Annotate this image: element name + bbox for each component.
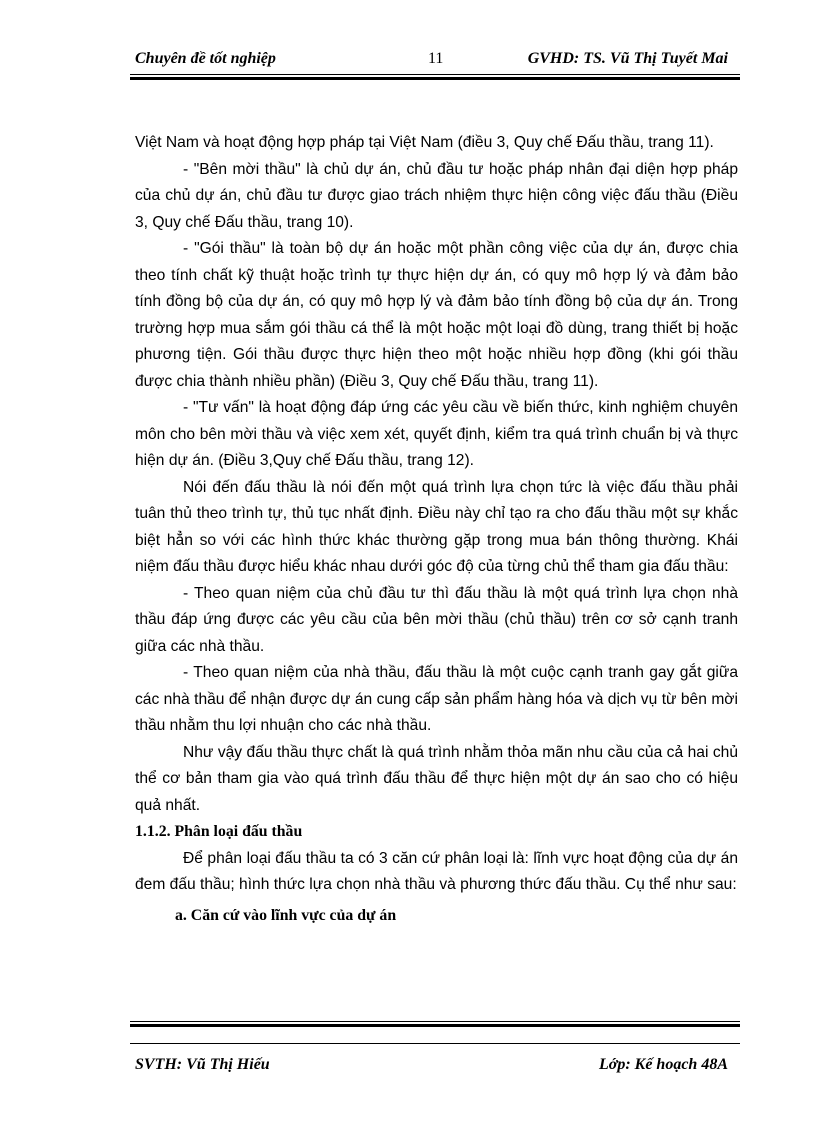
subsection-heading: a. Căn cứ vào lĩnh vực của dự án	[175, 906, 397, 924]
body-paragraph: Việt Nam và hoạt động hợp pháp tại Việt Nam (điều 3, Quy chế Đấu thầu, trang 11).	[135, 134, 714, 151]
footer-divider	[130, 1021, 740, 1027]
header-divider	[130, 74, 740, 80]
body-paragraph: Nói đến đấu thầu là nói đến một quá trình lựa chọn tức là việc đấu thầu phải tuân thủ theo trình tự, thủ tục nhất định. Điều này chỉ tạo ra cho đấu thầu một sự khắc biệt hẳn so với các hình thức khác thường gặp trong mua bán thông thường. Khái niệm đấu thầu được hiểu khác nhau dưới góc độ của từng chủ thể tham gia đấu thầu:	[135, 478, 738, 575]
section-heading: 1.1.2. Phân loại đấu thầu	[135, 823, 303, 840]
page-header	[135, 44, 728, 74]
body-paragraph: - "Gói thầu" là toàn bộ dự án hoặc một phần công việc của dự án, được chia theo tính chất kỹ thuật hoặc trình tự thực hiện dự án, có quy mô hợp lý và đảm bảo tính đồng bộ của dự án, có quy mô hợp lý và đảm bảo tính đồng bộ của dự án. Trong trường hợp mua sắm gói thầu cá thể là một hoặc một loại đồ dùng, trang thiết bị hoặc phương tiện. Gói thầu được thực hiện theo một hoặc nhiều hợp đồng (khi gói thầu được chia thành nhiều phần) (Điều 3, Quy chế Đấu thầu, trang 11).	[135, 240, 738, 390]
body-paragraph: Như vậy đấu thầu thực chất là quá trình nhằm thỏa mãn nhu cầu của cả hai chủ thể cơ bản tham gia vào quá trình đấu thầu để thực hiện một dự án sao cho có hiệu quả nhất.	[135, 743, 738, 814]
header-page-number: 11	[428, 50, 444, 67]
header-supervisor: GVHD: TS. Vũ Thị Tuyết Mai	[527, 50, 728, 67]
footer-student: SVTH: Vũ Thị Hiếu	[135, 1056, 270, 1073]
footer-divider-thin	[130, 1043, 740, 1044]
body-paragraph: - Theo quan niệm của nhà thầu, đấu thầu là một cuộc cạnh tranh gay gắt giữa các nhà thầu để nhận được dự án cung cấp sản phẩm hàng hóa và dịch vụ từ bên mời thầu nhằm thu lợi nhuận cho các nhà thầu.	[135, 664, 738, 734]
body-paragraph: - "Tư vấn" là hoạt động đáp ứng các yêu cầu về biến thức, kinh nghiệm chuyên môn cho bên mời thầu và việc xem xét, quyết định, kiểm tra quá trình chuẩn bị và thực hiện dự án. (Điều 3,Quy chế Đấu thầu, trang 12).	[135, 399, 738, 469]
page-body	[135, 130, 738, 929]
section-paragraph: Để phân loại đấu thầu ta có 3 căn cứ phân loại là: lĩnh vực hoạt động của dự án đem đấu thầu; hình thức lựa chọn nhà thầu và phương thức đấu thầu. Cụ thể như sau:	[135, 849, 738, 893]
page-footer	[135, 1054, 728, 1080]
body-paragraph: - Theo quan niệm của chủ đầu tư thì đấu thầu là một quá trình lựa chọn nhà thầu đáp ứng được các yêu cầu của bên mời thầu (chủ thầu) trên cơ sở cạnh tranh giữa các nhà thầu.	[135, 584, 738, 655]
header-document-title: Chuyên đề tốt nghiệp	[135, 50, 276, 67]
footer-class: Lớp: Kế hoạch 48A	[598, 1056, 728, 1073]
body-paragraph: - "Bên mời thầu" là chủ dự án, chủ đầu tư hoặc pháp nhân đại diện hợp pháp của chủ dự án, chủ đầu tư được giao trách nhiệm thực hiện công việc đấu thầu (Điều 3, Quy chế Đấu thầu, trang 10).	[135, 160, 738, 231]
